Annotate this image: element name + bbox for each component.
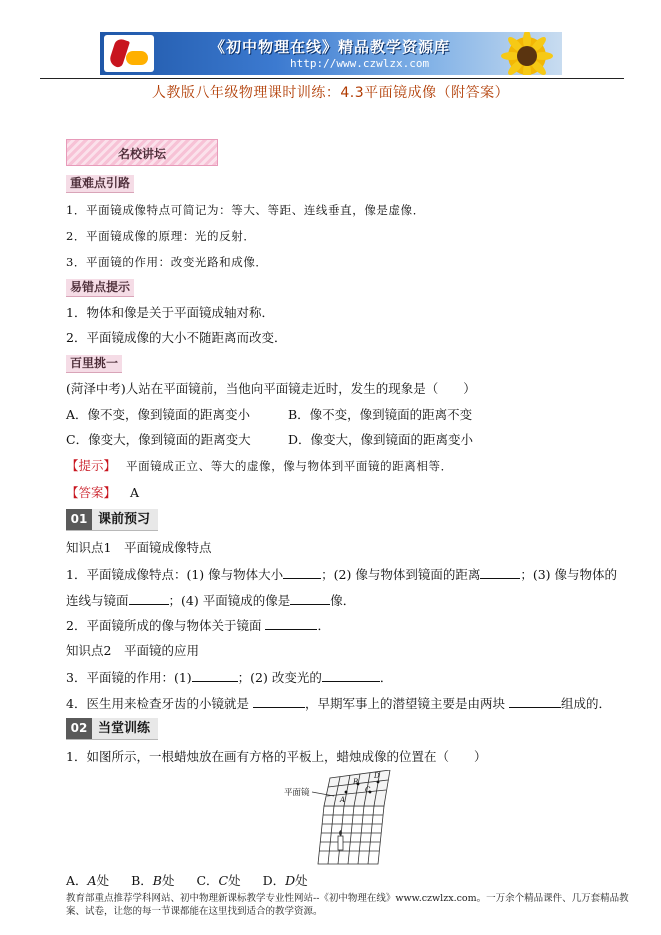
q2-text-a: 2．平面镜所成的像与物体关于镜面: [66, 618, 262, 633]
section-title: 当堂训练: [98, 721, 151, 736]
figure-point-c: C: [365, 786, 371, 794]
section-title: 课前预习: [98, 512, 151, 527]
pick-one-question: (菏泽中考)人站在平面镜前，当他向平面镜走近时，发生的现象是（ ）: [66, 381, 476, 396]
banner-url: http://www.czwlzx.com: [290, 57, 430, 70]
q4-text-c: 组成的．: [560, 696, 611, 711]
q1-text-c: ；(3) 像与物体的: [520, 567, 618, 582]
practice-options: [66, 873, 308, 889]
answer-blank[interactable]: [480, 566, 520, 579]
practice-question-1: 1．如图所示，一根蜡烛放在画有方格的平板上，蜡烛成像的位置在（ ）: [66, 749, 487, 764]
answer-blank[interactable]: [509, 695, 561, 708]
key-point-3: 3．平面镜的作用：改变光路和成像．: [66, 255, 268, 269]
error-prone-label: 易错点提示: [66, 279, 134, 297]
q1-text-b: ；(2) 像与物体到镜面的距离: [321, 567, 481, 582]
key-point-1: 1．平面镜成像特点可简记为：等大、等距、连线垂直，像是虚像．: [66, 203, 425, 217]
site-logo: [104, 35, 154, 72]
practice-option-a: A．A处: [66, 873, 110, 888]
document-title: 人教版八年级物理课时训练：4.3平面镜成像（附答案）: [151, 85, 510, 101]
mirror-grid-figure: [282, 770, 407, 868]
q1-text-d: 连线与镜面: [66, 593, 129, 608]
error-point-2: 2．平面镜成像的大小不随距离而改变．: [66, 330, 287, 345]
pick-one-label: 百里挑一: [66, 355, 122, 373]
sunflower-icon: [472, 32, 562, 75]
hint-label: 【提示】: [66, 458, 117, 473]
key-point-2: 2．平面镜成像的原理：光的反射．: [66, 229, 256, 243]
option-b: B．像不变，像到镜面的距离不变: [288, 407, 473, 422]
mirror-label: 平面镜: [284, 788, 310, 798]
option-a: A．像不变，像到镜面的距离变小: [66, 407, 251, 422]
key-points-label: 重难点引路: [66, 175, 134, 193]
answer-blank[interactable]: [290, 592, 330, 605]
section-preview-header: [66, 509, 158, 531]
hint-text: 平面镜成正立、等大的虚像，像与物体到平面镜的距离相等．: [126, 459, 453, 473]
preview-question-1-cont: [66, 592, 355, 609]
answer-blank[interactable]: [322, 669, 380, 682]
page-footer: 教育部重点推荐学科网站、初中物理新课标教学专业性网站--《初中物理在线》www.czwlzx.com。一万余个精品课件、几万套精品教案、试卷，让您的每一节课都能在这里找到适合的教学资源。: [66, 893, 629, 917]
knowledge-point-2: 知识点2 平面镜的应用: [66, 643, 199, 658]
q4-text-b: ，早期军事上的潜望镜主要是由两块: [304, 696, 505, 711]
q2-text-b: ．: [317, 618, 330, 633]
preview-question-1: [66, 566, 617, 583]
answer-blank[interactable]: [192, 669, 238, 682]
answer: [66, 485, 139, 501]
q3-text-b: ；(2) 改变光的: [237, 670, 322, 685]
section-number: 01: [66, 509, 92, 530]
answer-blank[interactable]: [283, 566, 321, 579]
answer-blank[interactable]: [253, 695, 305, 708]
preview-question-2: [66, 617, 330, 634]
q4-text-a: 4．医生用来检查牙齿的小镜就是: [66, 696, 249, 711]
answer-text: A: [130, 485, 140, 500]
figure-point-a: A: [340, 796, 346, 804]
q1-text-f: 像．: [330, 593, 356, 608]
practice-option-d: D．D处: [262, 873, 308, 888]
banner-title: 《初中物理在线》精品教学资源库: [210, 38, 451, 56]
hint: [66, 458, 453, 474]
figure-point-b: B: [353, 778, 359, 786]
answer-blank[interactable]: [129, 592, 169, 605]
preview-question-4: [66, 695, 611, 712]
q1-text-e: ；(4) 平面镜成的像是: [168, 593, 291, 608]
famous-school-header: [66, 139, 218, 166]
header-banner: [100, 32, 562, 75]
section-practice-header: [66, 718, 158, 740]
option-c: C．像变大，像到镜面的距离变大: [66, 432, 251, 447]
q3-text-a: 3．平面镜的作用：(1): [66, 670, 192, 685]
figure-point-d: D: [374, 772, 380, 780]
error-point-1: 1．物体和像是关于平面镜成轴对称．: [66, 305, 274, 320]
header-rule: [40, 78, 624, 79]
practice-option-c: C．C处: [196, 873, 241, 888]
option-d: D．像变大，像到镜面的距离变小: [288, 432, 474, 447]
preview-question-3: [66, 669, 392, 686]
practice-option-b: B．B处: [131, 873, 175, 888]
answer-blank[interactable]: [265, 617, 317, 630]
section-number: 02: [66, 718, 92, 739]
famous-school-header-label: 名校讲坛: [117, 147, 166, 161]
q3-text-c: ．: [379, 670, 393, 685]
q1-text-a: 1．平面镜成像特点：(1) 像与物体大小: [66, 567, 284, 582]
knowledge-point-1: 知识点1 平面镜成像特点: [66, 540, 212, 555]
answer-label: 【答案】: [66, 485, 117, 500]
